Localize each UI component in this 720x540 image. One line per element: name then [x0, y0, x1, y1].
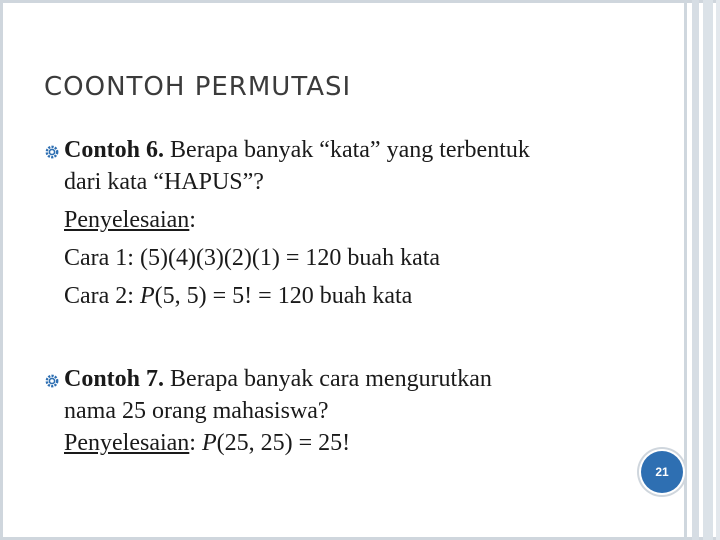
example-6-question-line-1	[64, 134, 624, 166]
example-6-label: Contoh 6.	[64, 137, 165, 163]
way-2-prefix: Cara 2:	[64, 283, 140, 309]
page-number-badge: 21	[641, 451, 683, 493]
example-6-way-1: Cara 1: (5)(4)(3)(2)(1) = 120 buah kata	[64, 245, 441, 271]
right-border-stripe	[692, 0, 699, 540]
example-6-way-2	[64, 280, 624, 312]
example-7-question-line-2: nama 25 orang mahasiswa?	[64, 398, 329, 424]
example-6-solution-heading	[64, 204, 624, 236]
solution-colon: :	[189, 430, 202, 456]
example-7-item	[64, 363, 624, 459]
settings-gear-icon	[45, 374, 59, 388]
right-border-stripe	[716, 0, 720, 540]
way-2-formula: (5, 5) = 5! = 120 buah kata	[154, 283, 413, 309]
example-7-label: Contoh 7.	[64, 366, 165, 392]
solution-formula: (25, 25) = 25!	[216, 430, 351, 456]
example-7-question-a: Berapa banyak cara mengurutkan	[164, 366, 492, 392]
solution-label: Penyelesaian	[64, 430, 190, 456]
solution-colon: :	[189, 207, 196, 233]
example-6-question-line-2: dari kata “HAPUS”?	[64, 169, 264, 195]
example-7-solution	[64, 427, 624, 459]
example-6-question-a: Berapa banyak “kata” yang terbentuk	[164, 137, 530, 163]
solution-label: Penyelesaian	[64, 207, 190, 233]
permutation-symbol: P	[139, 283, 155, 309]
right-border-stripe	[684, 0, 687, 540]
slide-title: COONTOH PERMUTASI	[44, 72, 352, 102]
example-6-item	[64, 134, 624, 312]
permutation-symbol: P	[201, 430, 217, 456]
right-border-stripe	[703, 0, 713, 540]
settings-gear-icon	[45, 145, 59, 159]
example-7-question-line-1	[64, 363, 624, 395]
